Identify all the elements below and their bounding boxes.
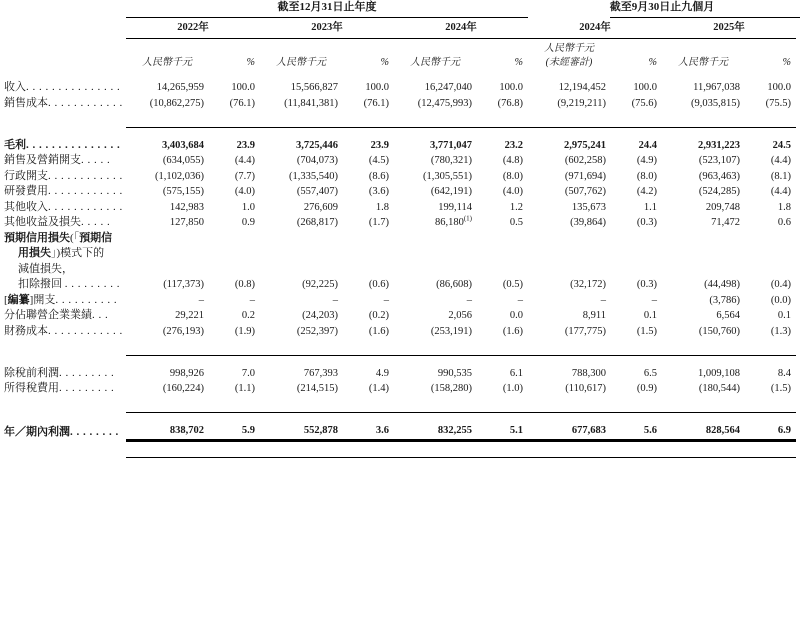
rule-segment xyxy=(260,111,342,127)
row-label: 行政開支. . . . . . . . . . . . xyxy=(4,169,123,182)
cell-percent: 5.1 xyxy=(509,425,523,436)
cell-amount: 677,683 xyxy=(571,425,606,436)
row-label: 所得稅費用. . . . . . . . . xyxy=(4,382,115,394)
table-body xyxy=(0,80,800,458)
rule-segment xyxy=(662,111,744,127)
rule-segment xyxy=(476,440,528,458)
rule-segment xyxy=(342,397,394,413)
row-label: [編纂]開支. . . . . . . . . . xyxy=(4,293,118,306)
cell-percent: (4.9) xyxy=(636,155,657,166)
cell-percent: 0.9 xyxy=(241,217,255,228)
cell-percent: 100.0 xyxy=(767,82,791,93)
cell-amount: (642,191) xyxy=(430,186,472,197)
table-row xyxy=(0,96,800,112)
rule-segment xyxy=(126,339,208,355)
rule-segment xyxy=(208,397,260,413)
cell-amount: – xyxy=(466,294,472,306)
cell-amount: (158,280) xyxy=(430,383,472,394)
cell-percent: 24.5 xyxy=(772,139,791,151)
cell-amount: (704,073) xyxy=(296,155,338,166)
row-label: 其他收入. . . . . . . . . . . . xyxy=(4,200,123,213)
cell-percent: (1.4) xyxy=(368,383,389,394)
cell-amount: (150,760) xyxy=(698,325,740,337)
cell-amount: (253,191) xyxy=(430,325,472,337)
rule-segment xyxy=(126,397,208,413)
cell-amount: 86,180$^{(1)}$ xyxy=(434,214,472,228)
cell-amount: (575,155) xyxy=(162,186,204,197)
cell-amount: 990,535 xyxy=(437,367,472,379)
row-label xyxy=(0,231,126,293)
row-label-line: 用損失」)模式下的 xyxy=(18,247,105,259)
cell-percent: 1.0 xyxy=(241,201,255,213)
rule-after-finance-costs xyxy=(0,339,800,355)
cell-percent: (1.0) xyxy=(502,383,523,394)
rule-segment xyxy=(126,111,208,127)
row-label: 年／期內利潤. . . . . . . . xyxy=(4,425,119,438)
cell-amount: (971,694) xyxy=(564,170,606,182)
cell-amount: (44,498) xyxy=(704,279,740,290)
row-label: 其他收益及損失. . . . . xyxy=(4,216,111,228)
header-group-annual: 截至12月31日止年度 xyxy=(277,1,377,13)
rule-segment xyxy=(528,397,610,413)
cell-amount: 29,221 xyxy=(175,310,204,321)
cell-percent: (1.3) xyxy=(770,325,791,337)
rule-segment xyxy=(476,339,528,355)
table-row xyxy=(0,80,800,96)
cell-amount: 11,967,038 xyxy=(693,82,740,93)
rule-segment xyxy=(528,339,610,355)
pct-2022: % xyxy=(246,57,255,68)
cell-amount: 71,472 xyxy=(711,217,740,228)
cell-percent: (0.3) xyxy=(636,279,657,290)
cell-amount: (110,617) xyxy=(565,383,606,394)
rule-segment xyxy=(342,111,394,127)
cell-percent: (0.8) xyxy=(234,279,255,290)
cell-percent: 1.8 xyxy=(777,201,791,213)
row-label-line: 預期信用損失(「預期信 xyxy=(4,231,113,244)
rule-segment xyxy=(342,440,394,458)
table-row xyxy=(0,324,800,340)
cell-amount: 832,255 xyxy=(437,425,472,436)
cell-amount: (92,225) xyxy=(302,279,338,290)
cell-amount: 8,911 xyxy=(582,310,606,321)
cell-percent: (76.8) xyxy=(497,97,523,109)
cell-percent: (4.5) xyxy=(368,155,389,166)
cell-amount: (24,203) xyxy=(302,310,338,321)
cell-percent: (1.5) xyxy=(636,325,657,337)
row-label: 財務成本. . . . . . . . . . . . xyxy=(4,324,123,337)
cell-amount: (9,035,815) xyxy=(691,97,740,109)
unaudited-note: (未經審計) xyxy=(545,57,593,68)
rule-after-income-tax xyxy=(0,397,800,413)
cell-percent: 7.0 xyxy=(241,367,255,379)
cell-percent: (7.7) xyxy=(234,170,255,182)
rule-segment xyxy=(610,440,662,458)
header-unit-row xyxy=(0,39,800,71)
rule-segment xyxy=(744,440,796,458)
rule-segment xyxy=(610,111,662,127)
table-row xyxy=(0,366,800,382)
cell-amount: 2,931,223 xyxy=(698,139,740,151)
cell-amount: 1,009,108 xyxy=(698,367,740,379)
rule-segment xyxy=(394,397,476,413)
unit-2025-ninemonth: 人民幣千元 xyxy=(678,57,728,68)
pct-2024-ninemonth: % xyxy=(648,57,657,68)
row-label: 分佔聯營企業業績. . . xyxy=(4,309,109,321)
rule-segment xyxy=(610,397,662,413)
cell-percent: 0.1 xyxy=(643,310,657,321)
cell-percent: 0.0 xyxy=(509,310,523,321)
cell-amount: 276,609 xyxy=(303,201,338,213)
cell-amount: (780,321) xyxy=(430,155,472,166)
rule-segment xyxy=(662,440,744,458)
cell-amount: 552,878 xyxy=(303,425,338,436)
cell-percent: (0.0) xyxy=(770,294,791,306)
unit-2024-ninemonth xyxy=(528,39,610,71)
cell-amount: (1,335,540) xyxy=(289,170,338,182)
cell-amount: – xyxy=(198,294,204,306)
cell-amount: (524,285) xyxy=(698,186,740,197)
cell-amount: (12,475,993) xyxy=(417,97,472,109)
rule-segment xyxy=(342,339,394,355)
cell-percent: 24.4 xyxy=(638,139,657,151)
cell-amount: 998,926 xyxy=(169,367,204,379)
cell-amount: (252,397) xyxy=(296,325,338,337)
cell-amount: 15,566,827 xyxy=(290,82,338,93)
header-year-2024-ninemonth: 2024年 xyxy=(579,22,611,33)
cell-amount: (3,786) xyxy=(709,294,740,306)
cell-percent: 0.5 xyxy=(509,217,523,228)
rule-row-label-blank xyxy=(0,440,126,458)
cell-percent: 6.1 xyxy=(509,367,523,379)
rule-segment xyxy=(476,111,528,127)
unit-2024-ninemonth-text: 人民幣千元 xyxy=(544,43,594,54)
cell-percent: (4.0) xyxy=(234,186,255,197)
row-label: 研發費用. . . . . . . . . . . . xyxy=(4,185,123,197)
rule-segment xyxy=(260,339,342,355)
table-row xyxy=(0,381,800,397)
rule-segment xyxy=(528,440,610,458)
cell-percent: (76.1) xyxy=(363,97,389,109)
cell-percent: 3.6 xyxy=(375,425,389,436)
cell-amount: (523,107) xyxy=(698,155,740,166)
rule-segment xyxy=(260,397,342,413)
cell-amount: 2,975,241 xyxy=(564,139,606,151)
row-label: 毛利. . . . . . . . . . . . . . . xyxy=(4,138,121,151)
cell-percent: (0.3) xyxy=(636,217,657,228)
cell-amount: (10,862,275) xyxy=(149,97,204,109)
cell-percent: (4.8) xyxy=(502,155,523,166)
cell-percent: (4.4) xyxy=(234,155,255,166)
table-row xyxy=(0,215,800,231)
cell-amount: 6,564 xyxy=(716,310,740,321)
rule-segment xyxy=(394,440,476,458)
cell-amount: (11,841,381) xyxy=(284,97,338,109)
cell-amount: (1,102,036) xyxy=(155,170,204,182)
rule-double-underline-net-profit xyxy=(0,440,800,458)
cell-amount: (180,544) xyxy=(698,383,740,394)
cell-percent: (4.4) xyxy=(770,155,791,166)
header-year-2022: 2022年 xyxy=(177,22,209,33)
cell-amount: 142,983 xyxy=(169,201,204,213)
cell-amount: 127,850 xyxy=(169,217,204,228)
cell-amount: (177,775) xyxy=(564,325,606,337)
cell-percent: 1.1 xyxy=(643,201,657,213)
table-row xyxy=(0,138,800,154)
table-row xyxy=(0,231,800,293)
cell-percent: (8.0) xyxy=(502,170,523,182)
cell-amount: 209,748 xyxy=(705,201,740,213)
row-label: 銷售及營銷開支. . . . . xyxy=(4,154,111,166)
table-row xyxy=(0,423,800,440)
cell-percent: (1.1) xyxy=(234,383,255,394)
cell-percent: (8.1) xyxy=(770,170,791,182)
cell-percent: (1.7) xyxy=(368,217,389,228)
cell-percent: 4.9 xyxy=(375,367,389,379)
rule-segment xyxy=(208,339,260,355)
cell-amount: 135,673 xyxy=(571,201,606,213)
cell-amount: 838,702 xyxy=(169,425,204,436)
spacer-before-pretax xyxy=(0,355,800,366)
cell-percent: 100.0 xyxy=(499,82,523,93)
cell-amount: – xyxy=(332,294,338,306)
rule-segment xyxy=(208,111,260,127)
cell-amount: 3,403,684 xyxy=(162,139,204,151)
cell-percent: (4.0) xyxy=(502,186,523,197)
header-group-row xyxy=(0,0,800,17)
rule-row-label-blank xyxy=(0,339,126,355)
cell-percent: (8.6) xyxy=(368,170,389,182)
pct-2024-annual: % xyxy=(514,57,523,68)
rule-after-cost-of-sales xyxy=(0,111,800,127)
cell-amount: (117,373) xyxy=(163,279,204,290)
cell-percent: (0.2) xyxy=(368,310,389,321)
cell-percent: 0.1 xyxy=(777,310,791,321)
cell-amount: (602,258) xyxy=(564,155,606,166)
cell-amount: 2,056 xyxy=(448,310,472,321)
cell-percent: 6.5 xyxy=(643,367,657,379)
cell-percent: 5.6 xyxy=(643,425,657,436)
row-label: 除稅前利潤. . . . . . . . . xyxy=(4,366,115,379)
header-year-2023: 2023年 xyxy=(311,22,343,33)
cell-amount: (963,463) xyxy=(698,170,740,182)
cell-amount: 199,114 xyxy=(438,201,472,213)
rule-segment xyxy=(260,440,342,458)
unit-2022: 人民幣千元 xyxy=(142,57,192,68)
cell-percent: 0.6 xyxy=(777,217,791,228)
header-group-ninemonth: 截至9月30日止九個月 xyxy=(609,1,715,13)
spacer-before-net-profit xyxy=(0,413,800,424)
cell-percent: 5.9 xyxy=(241,425,255,436)
cell-amount: 828,564 xyxy=(705,425,740,436)
cell-percent: 23.9 xyxy=(370,139,389,151)
rule-segment xyxy=(394,339,476,355)
cell-percent: 8.4 xyxy=(777,367,791,379)
rule-segment xyxy=(476,397,528,413)
cell-amount: (9,219,211) xyxy=(557,97,606,109)
cell-amount: (86,608) xyxy=(436,279,472,290)
table-row xyxy=(0,200,800,216)
cell-percent: (0.5) xyxy=(502,279,523,290)
rule-segment xyxy=(662,339,744,355)
row-label: 銷售成本. . . . . . . . . . . . xyxy=(4,96,123,109)
rule-segment xyxy=(744,111,796,127)
cell-percent: – xyxy=(249,294,255,306)
header-year-blank xyxy=(0,18,126,39)
rule-segment xyxy=(528,111,610,127)
row-label-line: 扣除撥回 . . . . . . . . . xyxy=(18,278,120,290)
cell-percent: (4.4) xyxy=(770,186,791,197)
row-label-line: 減值損失， xyxy=(18,262,73,275)
rule-segment xyxy=(126,440,208,458)
cell-amount: 14,265,959 xyxy=(156,82,204,93)
cell-percent: (1.6) xyxy=(368,325,389,337)
rule-segment xyxy=(610,339,662,355)
pct-2025-ninemonth: % xyxy=(782,57,791,68)
cell-amount: (32,172) xyxy=(570,279,606,290)
cell-amount: (557,407) xyxy=(296,186,338,197)
header-year-2024-annual: 2024年 xyxy=(445,22,477,33)
cell-percent: (0.9) xyxy=(636,383,657,394)
rule-row-label-blank xyxy=(0,111,126,127)
cell-percent: – xyxy=(383,294,389,306)
cell-percent: (76.1) xyxy=(229,97,255,109)
header-year-2025-ninemonth: 2025年 xyxy=(713,22,745,33)
cell-amount: (268,817) xyxy=(296,217,338,228)
cell-amount: 3,725,446 xyxy=(296,139,338,151)
rule-segment xyxy=(208,440,260,458)
header-unit-blank xyxy=(0,39,126,71)
cell-amount: (214,515) xyxy=(296,383,338,394)
cell-percent: (1.6) xyxy=(502,325,523,337)
cell-amount: (1,305,551) xyxy=(423,170,472,182)
cell-percent: 1.2 xyxy=(509,201,523,213)
rule-segment xyxy=(662,397,744,413)
table-row xyxy=(0,153,800,169)
cell-percent: 100.0 xyxy=(365,82,389,93)
cell-percent: (75.5) xyxy=(765,97,791,109)
header-body-spacer xyxy=(0,70,800,80)
cell-percent: (1.9) xyxy=(234,325,255,337)
cell-percent: 100.0 xyxy=(231,82,255,93)
cell-percent: (75.6) xyxy=(631,97,657,109)
cell-percent: (4.2) xyxy=(636,186,657,197)
table-row xyxy=(0,293,800,309)
cell-amount: (276,193) xyxy=(162,325,204,337)
cell-amount: 12,194,452 xyxy=(558,82,606,93)
cell-amount: (39,864) xyxy=(570,217,606,228)
cell-percent: 23.2 xyxy=(504,139,523,151)
cell-percent: (3.6) xyxy=(368,186,389,197)
cell-amount: 767,393 xyxy=(303,367,338,379)
cell-amount: (507,762) xyxy=(564,186,606,197)
cell-percent: 1.8 xyxy=(375,201,389,213)
cell-percent: – xyxy=(651,294,657,306)
cell-amount: (160,224) xyxy=(162,383,204,394)
header-corner-blank xyxy=(0,0,126,17)
cell-percent: 100.0 xyxy=(633,82,657,93)
rule-segment xyxy=(744,339,796,355)
cell-percent: 6.9 xyxy=(777,425,791,436)
cell-amount: – xyxy=(600,294,606,306)
cell-amount: 788,300 xyxy=(571,367,606,379)
cell-percent: (0.4) xyxy=(770,279,791,290)
cell-amount: 16,247,040 xyxy=(424,82,472,93)
rule-row-label-blank xyxy=(0,397,126,413)
cell-percent: (0.6) xyxy=(368,279,389,290)
table-row xyxy=(0,169,800,185)
cell-percent: 23.9 xyxy=(236,139,255,151)
cell-percent: – xyxy=(517,294,523,306)
cell-amount: 3,771,047 xyxy=(430,139,472,151)
table-row xyxy=(0,308,800,324)
row-label: 收入. . . . . . . . . . . . . . . xyxy=(4,81,121,93)
cell-percent: 0.2 xyxy=(241,310,255,321)
spacer-before-gross-profit xyxy=(0,127,800,138)
cell-amount: (634,055) xyxy=(162,155,204,166)
rule-segment xyxy=(394,111,476,127)
unit-2023: 人民幣千元 xyxy=(276,57,326,68)
unit-2024-annual: 人民幣千元 xyxy=(410,57,460,68)
cell-percent: (8.0) xyxy=(636,170,657,182)
table-row xyxy=(0,184,800,200)
rule-segment xyxy=(744,397,796,413)
pct-2023: % xyxy=(380,57,389,68)
header-year-row xyxy=(0,18,800,39)
cell-percent: (1.5) xyxy=(770,383,791,394)
